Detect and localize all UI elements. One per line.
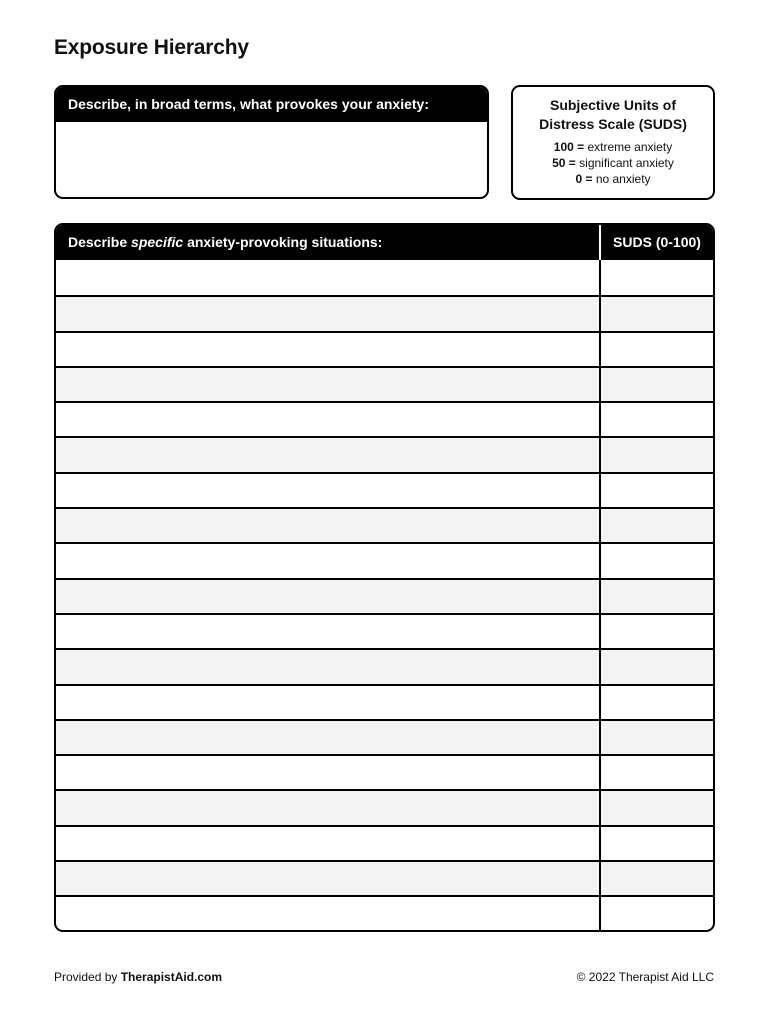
- situation-cell[interactable]: [56, 438, 601, 471]
- footer-copyright: © 2022 Therapist Aid LLC: [576, 970, 714, 984]
- table-row: [56, 860, 713, 895]
- situation-cell[interactable]: [56, 260, 601, 295]
- table-row: [56, 754, 713, 789]
- situation-cell[interactable]: [56, 509, 601, 542]
- suds-legend: [513, 139, 713, 187]
- table-row: [56, 684, 713, 719]
- suds-cell[interactable]: [601, 474, 713, 507]
- situation-cell[interactable]: [56, 650, 601, 683]
- suds-title: [513, 96, 713, 134]
- suds-cell[interactable]: [601, 438, 713, 471]
- suds-cell[interactable]: [601, 827, 713, 860]
- footer-provided-by: Provided by TherapistAid.com: [54, 970, 223, 984]
- suds-cell[interactable]: [601, 756, 713, 789]
- situation-cell[interactable]: [56, 368, 601, 401]
- suds-legend-item: 100 = extreme anxiety: [553, 140, 673, 154]
- situation-cell[interactable]: [56, 403, 601, 436]
- table-row: [56, 401, 713, 436]
- suds-legend-item: 50 = significant anxiety: [552, 156, 674, 170]
- suds-cell[interactable]: [601, 544, 713, 577]
- suds-legend-box: [511, 85, 715, 200]
- situations-table-header: [56, 225, 713, 260]
- situation-cell[interactable]: [56, 756, 601, 789]
- table-row: [56, 366, 713, 401]
- table-row: [56, 789, 713, 824]
- suds-cell[interactable]: [601, 686, 713, 719]
- table-row: [56, 331, 713, 366]
- table-row: [56, 648, 713, 683]
- situation-cell[interactable]: [56, 297, 601, 330]
- situation-cell[interactable]: [56, 580, 601, 613]
- suds-cell[interactable]: [601, 897, 713, 930]
- suds-cell[interactable]: [601, 333, 713, 366]
- situations-column-header: Describe specific anxiety-provoking situations:: [56, 225, 601, 260]
- suds-cell[interactable]: [601, 721, 713, 754]
- situation-cell[interactable]: [56, 333, 601, 366]
- situation-cell[interactable]: [56, 791, 601, 824]
- anxiety-provokers-box: [54, 85, 489, 199]
- table-row: [56, 613, 713, 648]
- suds-title-line-1: Subjective Units of: [549, 97, 677, 113]
- table-row: [56, 578, 713, 613]
- suds-cell[interactable]: [601, 403, 713, 436]
- suds-cell[interactable]: [601, 260, 713, 295]
- suds-cell[interactable]: [601, 580, 713, 613]
- table-row: [56, 542, 713, 577]
- suds-cell[interactable]: [601, 509, 713, 542]
- situation-cell[interactable]: [56, 897, 601, 930]
- table-row: [56, 507, 713, 542]
- situation-cell[interactable]: [56, 474, 601, 507]
- table-row: [56, 719, 713, 754]
- table-row: [56, 436, 713, 471]
- suds-cell[interactable]: [601, 297, 713, 330]
- table-row: [56, 472, 713, 507]
- suds-legend-item: 0 = no anxiety: [575, 172, 651, 186]
- suds-title-line-2: Distress Scale (SUDS): [539, 116, 687, 132]
- situation-cell[interactable]: [56, 615, 601, 648]
- table-row: [56, 260, 713, 295]
- table-row: [56, 295, 713, 330]
- situation-cell[interactable]: [56, 827, 601, 860]
- anxiety-provokers-header: Describe, in broad terms, what provokes your anxiety:: [56, 87, 487, 122]
- suds-cell[interactable]: [601, 650, 713, 683]
- suds-cell[interactable]: [601, 862, 713, 895]
- situation-cell[interactable]: [56, 544, 601, 577]
- situation-cell[interactable]: [56, 686, 601, 719]
- suds-cell[interactable]: [601, 791, 713, 824]
- situation-cell[interactable]: [56, 862, 601, 895]
- table-row: [56, 895, 713, 930]
- suds-column-header: SUDS (0-100): [613, 234, 701, 250]
- footer-brand: TherapistAid.com: [120, 970, 223, 984]
- table-row: [56, 825, 713, 860]
- page-title: Exposure Hierarchy: [54, 36, 249, 59]
- suds-cell[interactable]: [601, 368, 713, 401]
- suds-cell[interactable]: [601, 615, 713, 648]
- situations-table: [54, 223, 715, 932]
- anxiety-provokers-field[interactable]: [56, 122, 487, 199]
- situations-table-body: [56, 260, 713, 931]
- situation-cell[interactable]: [56, 721, 601, 754]
